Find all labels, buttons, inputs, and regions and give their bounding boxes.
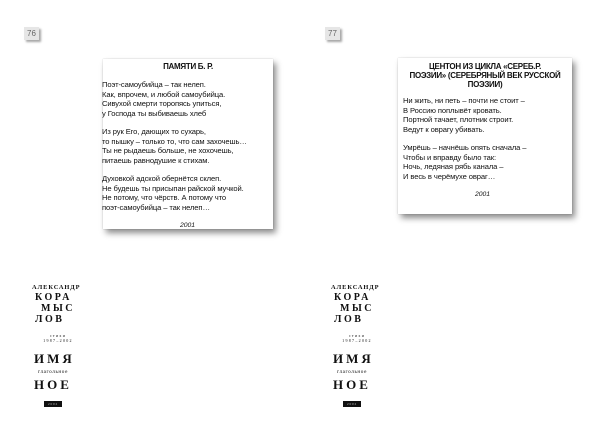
cover-bar: 2002 <box>343 401 361 407</box>
poem-line: Ни жить, ни петь – почти не стоит – <box>403 96 525 105</box>
poem-line: Сивухой смерти торопясь упиться, <box>102 99 222 108</box>
cover-surname-line: МЫС <box>340 303 374 314</box>
poem-card-left <box>103 59 273 229</box>
poem-line: питаешь равнодушие к стихам. <box>102 155 210 165</box>
cover-surname-line: ЛОВ <box>35 314 65 325</box>
poem-year: 2001 <box>474 191 491 198</box>
poem-line: Портной тачает, плотник строит. <box>403 115 514 124</box>
poem-year: 2001 <box>179 222 196 229</box>
page-number-left: 76 <box>24 27 39 40</box>
poem-line: Из рук Его, дающих то сухарь, <box>102 127 206 136</box>
poem-line: В Россию поплывёт кровать. <box>403 105 502 115</box>
cover-subtitle: стихи 1987–2002 <box>43 333 73 343</box>
book-cover-right <box>331 284 393 407</box>
cover-bar: 2002 <box>44 401 62 407</box>
poem-stanza <box>102 174 273 212</box>
poem-stanza <box>403 143 572 181</box>
poem-line: Духовкой адской обернётся склеп. <box>102 174 222 183</box>
cover-middle-label: глагольное <box>337 369 367 375</box>
poem-line: Ты не рыдаешь больше, не хохочешь, <box>102 146 234 155</box>
poem-line: Поэт-самоубийца – так нелеп. <box>102 80 206 89</box>
cover-surname-line: МЫС <box>41 303 75 314</box>
cover-surname-line: КОРА <box>334 292 371 303</box>
cover-surname-line: КОРА <box>35 292 72 303</box>
poem-line: Ведут к оврагу убивать. <box>403 124 485 134</box>
poem-stanza <box>102 127 273 165</box>
poem-title: ЦЕНТОН ИЗ ЦИКЛА «СЕРЕБ.Р. ПОЭЗИИ» (СЕРЕБРЯНЫЙ ВЕК РУССКОЙ ПОЭЗИИ) <box>409 62 561 89</box>
cover-surname-line: ЛОВ <box>334 314 364 325</box>
cover-big-line: НОЕ <box>333 377 371 392</box>
poem-line: И весь в черёмухе овраг… <box>403 171 496 181</box>
poem-stanza <box>102 80 273 118</box>
cover-big-line: ИМЯ <box>333 351 374 366</box>
poem-title: ПАМЯТИ Б. Р. <box>163 62 213 71</box>
cover-subtitle: стихи 1987–2002 <box>342 333 372 343</box>
poem-line: Не будешь ты присыпан райской мучкой. <box>102 183 244 193</box>
poem-line: у Господа ты выбиваешь хлеб <box>102 108 207 118</box>
poem-line: Как, впрочем, и любой самоубийца. <box>102 89 226 99</box>
cover-big-line: ИМЯ <box>34 351 75 366</box>
poem-line: Ночь, ледяная рябь канала – <box>403 162 504 171</box>
poem-line: Чтобы и вправду было так: <box>403 152 497 162</box>
poem-card-right <box>398 58 572 214</box>
page-number-right: 77 <box>325 27 340 40</box>
poem-line: Умрёшь – начнёшь опять сначала – <box>403 143 527 152</box>
cover-author: АЛЕКСАНДР <box>331 284 380 291</box>
poem-stanza <box>403 96 572 134</box>
cover-big-line: НОЕ <box>34 377 72 392</box>
poem-line: Не потому, что чёрств. А потому что <box>102 193 227 202</box>
cover-author: АЛЕКСАНДР <box>32 284 81 291</box>
poem-line: то пышку – только то, что сам захочешь… <box>102 136 247 146</box>
poem-line: поэт-самоубийца – так нелеп… <box>102 202 210 212</box>
cover-middle-label: глагольное <box>38 369 68 375</box>
book-cover-left <box>32 284 94 407</box>
